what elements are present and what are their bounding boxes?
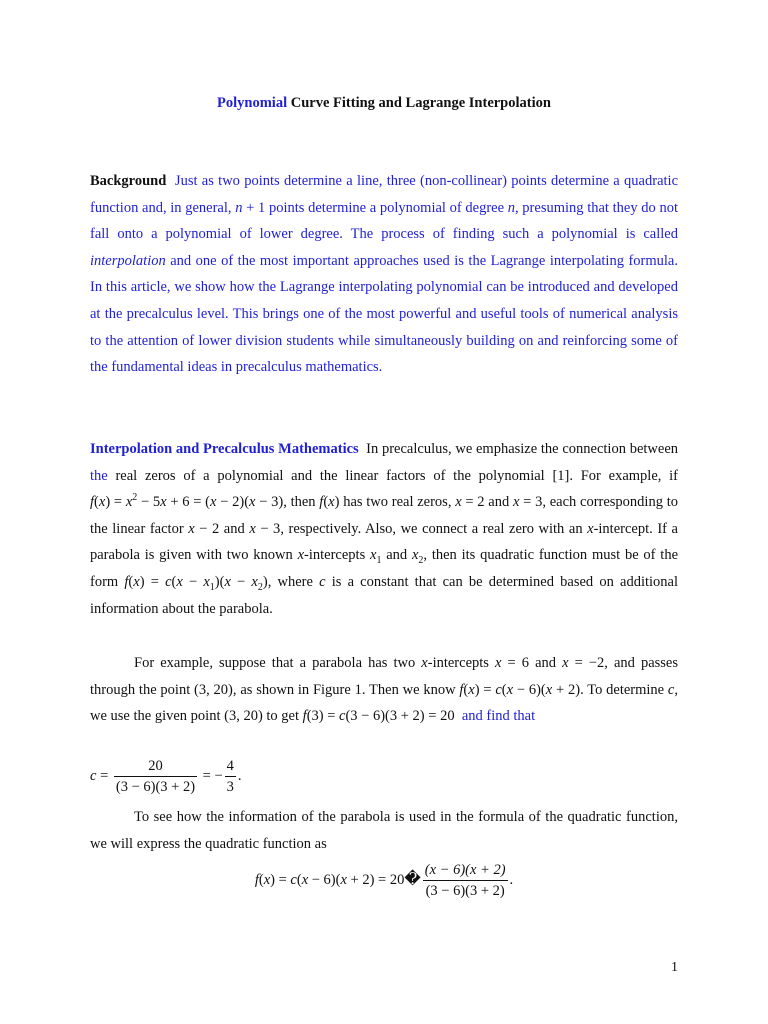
equation-c-value: c = $\frac{20}{(3 - 6)(3 + 2)}$ = − $\frac{4}{3}$ . [90,758,242,795]
express-paragraph: To see how the information of the parabola is used in the formula of the quadratic function, we will express the quadratic function as [90,809,678,852]
interpolation-paragraph: Interpolation and Precalculus Mathematics In precalculus, we emphasize the connection between the real zeros of a polynomial and the linear factors of the polynomial [1]. For example, if $f(x) = x^2 - 5x + 6 = (x - 2)(x - 3)$, then f(x) has two real zeros, x = 2 and x = 3, each corresponding to the linear factor x − 2 and x − 3, respectively. Also, we connect a real zero with an x-intercept. If a parabola is given with two known x-intercepts $x_1$ and $x_2$, then its quadratic function must be of the form $f(x) = c(x - x_1)(x - x_2)$, where c is a constant that can be determined based on additional information about the parabola. [90,441,679,617]
equation-final: f(x) = c(x − 6)(x + 2) = 20� $\frac{(x - 6)(x + 2)}{(3 - 6)(3 + 2)}$ . [254,862,514,899]
title-rest: Curve Fitting and Lagrange Interpolation [287,95,551,111]
equation-factored-form: $f(x) = c(x - x_1)(x - x_2)$ [124,573,268,593]
equation-fx-example: f(x) = c(x − 6)(x + 2) [459,681,581,698]
equation-fx-quadratic: f [90,494,95,511]
background-heading: Background [90,173,167,189]
background-paragraph: Background Just as two points determine a line, three (non-collinear) points determine a quadratic function and, in general, n + 1 points determine a polynomial of degree n, presuming that they do not fall onto a polynomial of lower degree. The process of finding such a polynomial is called interpolation and one of the most important approaches used is the Lagrange interpolating formula. In this article, we show how the Lagrange interpolating polynomial can be introduced and developed at the precalculus level. This brings one of the most powerful and useful tools of numerical analysis to the attention of lower division students while simultaneously building on and reinforcing some of the fundamental ideas in precalculus mathematics. [90,173,679,376]
page-title [0,94,768,112]
page-number: 1 [671,960,678,975]
equation-f3: f(3) = c(3 − 6)(3 + 2) = 20 [302,708,455,725]
example-paragraph: For example, suppose that a parabola has two x-intercepts x = 6 and x = −2, and passes through the point (3, 20), as shown in Figure 1. Then we know f(x) = c(x − 6)(x + 2). To determine c, we use the given point (3, 20) to get f(3) = c(3 − 6)(3 + 2) = 20 and find that [90,655,678,725]
title-blue-word: Polynomial [217,95,288,111]
interpolation-heading: Interpolation and Precalculus Mathematics [90,441,359,457]
